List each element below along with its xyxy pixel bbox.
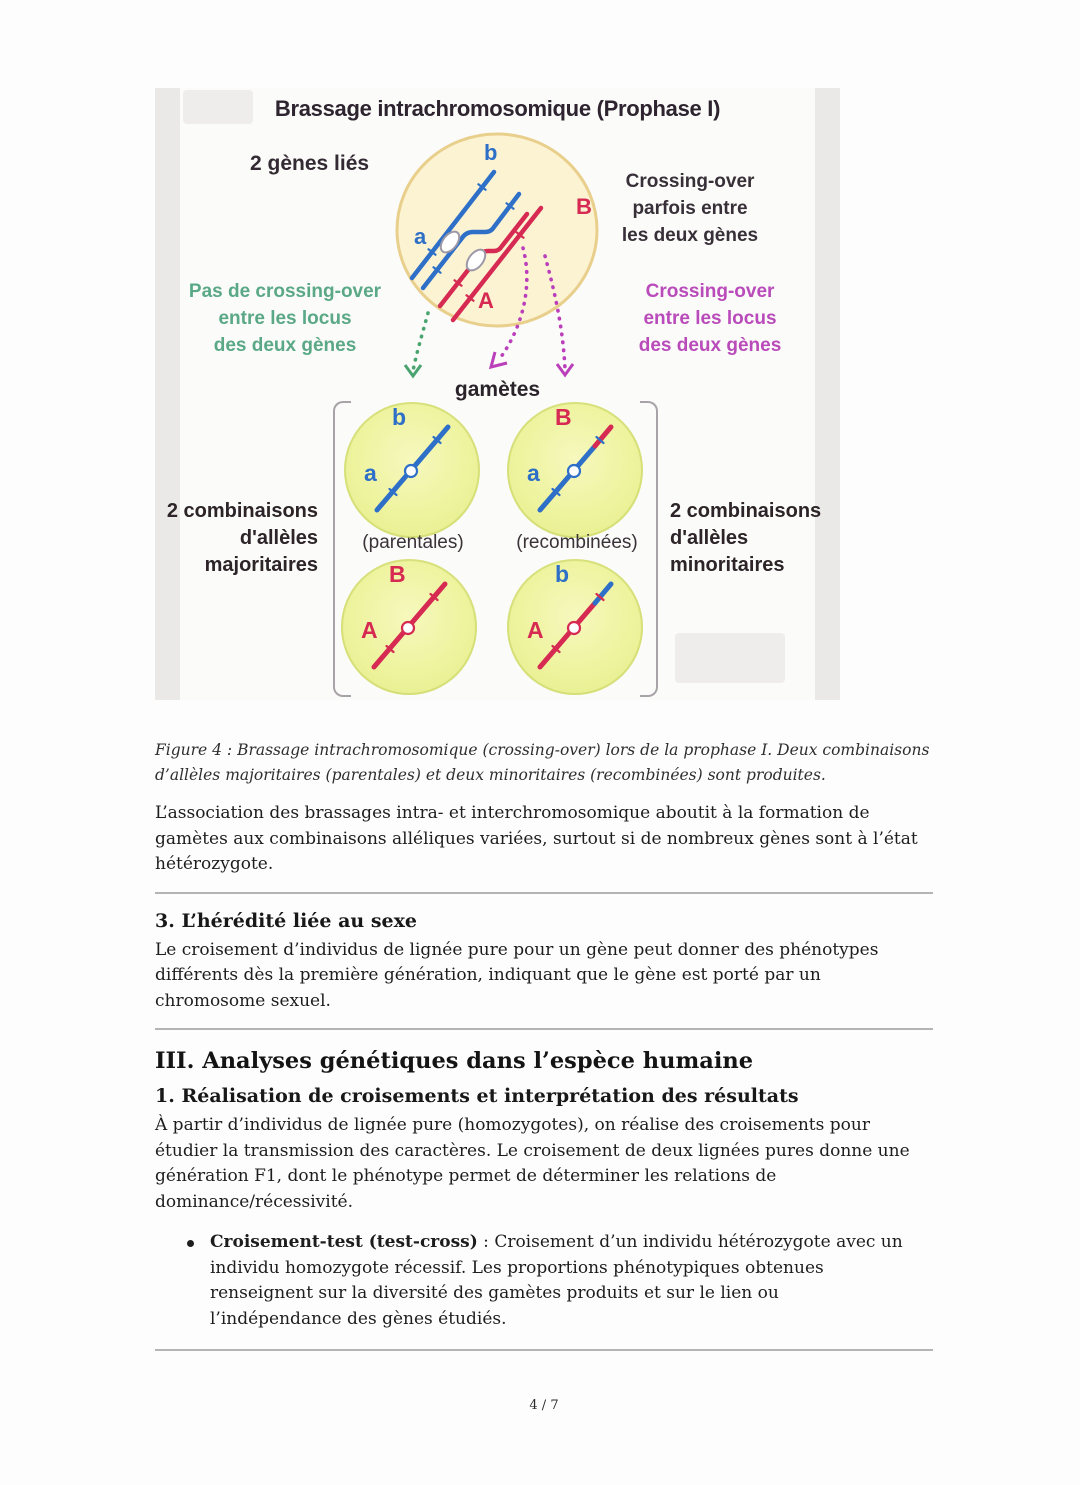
paragraph-brassages: L’association des brassages intra- et interchromosomique aboutit à la formation de gamètes aux combinaisons alléliques variées, surtout si de nombreux gènes sont à l’état hétérozygote. [155,803,918,874]
scan-artifact-right [815,88,840,700]
crossover-note [600,278,820,359]
note-line [580,195,800,222]
note-line: entre les locus [643,308,777,329]
allele-b-label: b [484,140,498,165]
allele-B-label: B [576,194,592,219]
centromere [568,465,580,477]
gamete-allele-upper: B [555,404,572,430]
minority-combinations-label [670,498,840,579]
allele-a-label: a [414,224,427,249]
gamete-parental-ab [344,402,480,538]
page-number: 4 / 7 [529,1398,559,1413]
section-divider [155,1028,933,1030]
magenta-arrowhead-left-icon [491,352,507,367]
paragraph-heredite-sexe: Le croisement d’individus de lignée pure pour un gène peut donner des phénotypes différents dès la première génération, indiquant que le gène est porté par un chromosome sexuel. [155,939,879,1011]
paragraph-croisements: À partir d’individus de lignée pure (homozygotes), on réalise des croisements pour étudier la transmission des caractères. Le croisement de deux lignées pures donne une génération F1, dont le phénotype permet de déterminer les relations de dominance/récessivité. [155,1115,910,1212]
chromosome-line-blue [540,446,595,510]
figure-title: Brassage intrachromosomique (Prophase I) [274,96,721,121]
gamete-allele-upper: b [555,561,570,587]
combo-line: d'allèles [670,527,749,549]
magenta-dashed-arrow-right [545,256,565,369]
combo-line: minoritaires [670,554,785,576]
combo-line: 2 combinaisons [670,500,822,522]
figure-caption: Figure 4 : Brassage intrachromosomique (crossing-over) lors de la prophase I. Deux combinaisons d’allèles majoritaires (parentales) et deux minoritaires (recombinées) sont produites. [155,741,930,784]
parfois-bold: parfois [632,198,696,219]
note-line: des deux gènes [638,335,782,356]
combo-line: 2 combinaisons [166,500,318,522]
text-column [155,738,933,1413]
centromere [405,465,417,477]
scan-artifact-blob [675,633,785,683]
note-line: les deux gènes [621,225,759,246]
bullet-icon [187,1240,194,1247]
gamete-parental-AB [341,559,477,695]
bullet-definition: : Croisement d’un individu hétérozygote avec un individu homozygote récessif. Les proportions phénotypiques obtenues renseignent sur la diversité des gamètes produits et sur le lien ou l’indépendance des gènes étudiés. [210,1232,903,1329]
parental-label: (parentales) [362,532,464,553]
gamete-allele-upper: B [389,561,406,587]
no-crossover-note [175,278,395,359]
figure-brassage-intrachromosomique [155,88,840,700]
combo-line: d'allèles [239,527,318,549]
note-line: Crossing-over [645,281,775,302]
centromere [402,622,414,634]
note-line: Pas de crossing-over [188,281,382,302]
heading-analyses-genetiques: III. Analyses génétiques dans l’espèce humaine [155,1048,754,1074]
gamete-recombined-Ab [507,559,643,695]
heading-realisation-croisements: 1. Réalisation de croisements et interprétation des résultats [155,1085,799,1107]
gamete-allele-upper: b [392,404,407,430]
gamete-arrows [380,223,620,398]
scan-artifact-left [155,88,180,700]
green-dashed-arrow [413,313,428,371]
gamete-allele-lower: A [527,617,544,643]
document-page [0,88,1080,1485]
bullet-croisement-test [155,1230,915,1332]
linked-genes-label: 2 gènes liés [250,152,370,175]
gamete-recombined-aB [507,402,643,538]
bullet-term: Croisement-test (test-cross) [210,1232,478,1252]
section-divider [155,1349,933,1351]
gamete-allele-lower: A [361,617,378,643]
chromosome-line-red [540,603,595,667]
gamete-allele-lower: a [364,460,377,486]
note-line: Crossing-over [625,171,755,192]
gametes-label: gamètes [454,378,541,401]
allele-A-label: A [478,288,494,313]
recombined-label: (recombinées) [516,532,638,553]
section-divider [155,892,933,894]
majority-combinations-label [155,498,318,579]
magenta-dashed-arrow-left [498,248,527,361]
heading-heredite-sexe: 3. L’hérédité liée au sexe [155,909,418,932]
note-line: entre les locus [218,308,352,329]
combo-line: majoritaires [204,554,318,576]
note-line: des deux gènes [213,335,357,356]
centromere [568,622,580,634]
parfois-rest: entre [695,198,748,219]
gamete-allele-lower: a [527,460,540,486]
